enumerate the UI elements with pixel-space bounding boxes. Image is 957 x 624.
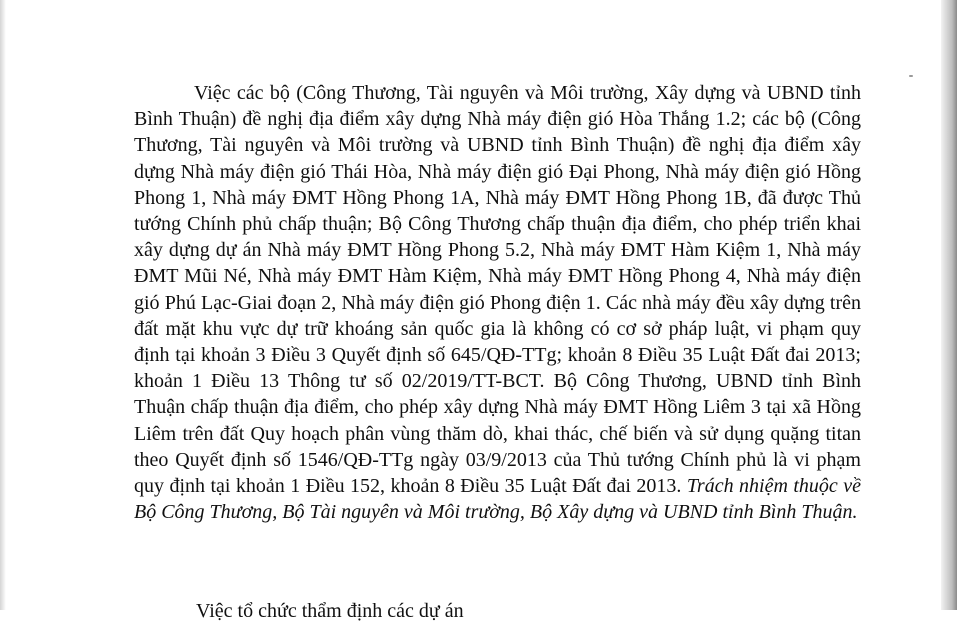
paragraph-italic-conclusion: Trách nhiệm thuộc về Bộ Công Thương, Bộ Tài nguyên và Môi trường, Bộ Xây dựng và UBND tỉnh Bình Thuận.: [134, 475, 862, 524]
page-right-edge-shadow: [941, 0, 957, 610]
paragraph-main-text: Việc các bộ (Công Thương, Tài nguyên và Môi trường, Xây dựng và UBND tỉnh Bình Thuận) đề nghị địa điểm xây dựng Nhà máy điện gió Hòa Thắng 1.2; các bộ (Công Thương, Tài nguyên và Môi trường và UBND tỉnh Bình Thuận) đề nghị địa điểm xây dựng Nhà máy điện gió Thái Hòa, Nhà máy điện gió Đại Phong, Nhà máy điện gió Hồng Phong 1, Nhà máy ĐMT Hồng Phong 1A, Nhà máy ĐMT Hồng Phong 1B, đã được Thủ tướng Chính phủ chấp thuận; Bộ Công Thương chấp thuận địa điểm, cho phép triển khai xây dựng dự án Nhà máy ĐMT Hồng Phong 5.2, Nhà máy ĐMT Hàm Kiệm 1, Nhà máy ĐMT Mũi Né, Nhà máy ĐMT Hàm Kiệm, Nhà máy ĐMT Hồng Phong 4, Nhà máy điện gió Phú Lạc-Giai đoạn 2, Nhà máy điện gió Phong điện 1. Các nhà máy đều xây dựng trên đất mặt khu vực dự trữ khoáng sản quốc gia là không có cơ sở pháp luật, vi phạm quy định tại khoản 3 Điều 3 Quyết định số 645/QĐ-TTg; khoản 8 Điều 35 Luật Đất đai 2013; khoản 1 Điều 13 Thông tư số 02/2019/TT-BCT. Bộ Công Thương, UBND tỉnh Bình Thuận chấp thuận địa điểm, cho phép xây dựng Nhà máy ĐMT Hồng Liêm 3 tại xã Hồng Liêm trên đất Quy hoạch phân vùng thăm dò, khai thác, chế biến và sử dụng quặng titan theo Quyết định số 1546/QĐ-TTg ngày 03/9/2013 của Thủ tướng Chính phủ là vi phạm quy định tại khoản 1 Điều 152, khoản 8 Điều 35 Luật Đất đai 2013.: [134, 82, 861, 498]
document-paragraph: [134, 80, 861, 525]
page-left-edge-shadow: [0, 0, 6, 610]
next-paragraph-fragment: Việc tổ chức thẩm định các dự án: [196, 600, 464, 622]
scan-speck: [909, 75, 913, 77]
